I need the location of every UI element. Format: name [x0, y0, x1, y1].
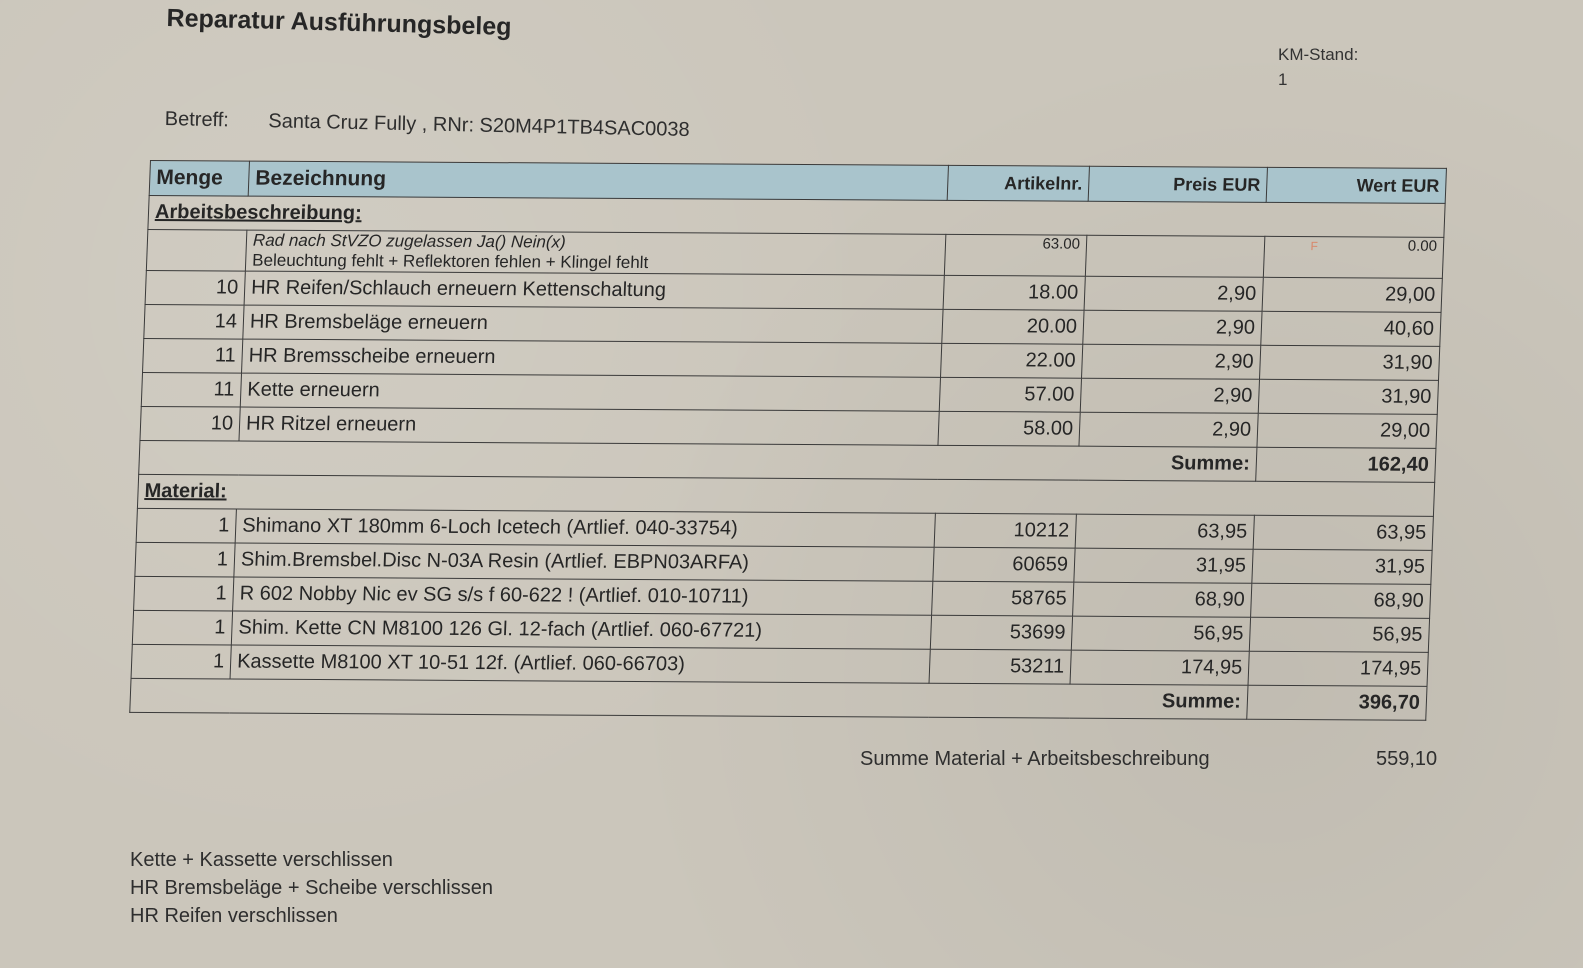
summe-label-material: Summe:: [130, 678, 1248, 719]
note-row: [146, 229, 1444, 278]
remark-line: HR Bremsbeläge + Scheibe verschlissen: [130, 877, 493, 899]
row-bezeichnung: HR Reifen/Schlauch erneuern Kettenschaltung: [244, 271, 944, 309]
row-bezeichnung: Shim. Kette CN M8100 126 Gl. 12-fach (Artlief. 060-67721): [231, 611, 931, 649]
km-stand: [1278, 42, 1358, 92]
row-artikelnr: 57.00: [939, 377, 1081, 412]
row-wert: 56,95: [1249, 617, 1429, 652]
note-line-2: Beleuchtung fehlt + Reflektoren fehlen + Klingel fehlt: [251, 250, 649, 273]
header-bezeichnung: Bezeichnung: [248, 161, 948, 200]
summe-value-material: 396,70: [1247, 685, 1427, 720]
row-bezeichnung: Shimano XT 180mm 6-Loch Icetech (Artlief. 040-33754): [235, 509, 935, 547]
row-bezeichnung: HR Bremsbeläge erneuern: [243, 305, 943, 343]
row-preis: 2,90: [1083, 310, 1262, 345]
grand-total-value: 559,10: [1376, 748, 1438, 770]
header-wert: Wert EUR: [1266, 167, 1446, 203]
betreff-label: Betreff:: [164, 108, 230, 132]
row-bezeichnung: HR Ritzel erneuern: [239, 407, 939, 445]
remark-line: Kette + Kassette verschlissen: [130, 849, 393, 871]
note-text: [245, 230, 946, 275]
note-line-1: Rad nach StVZO zugelassen Ja() Nein(x): [252, 230, 567, 252]
remarks: [130, 846, 493, 930]
row-preis: 2,90: [1080, 378, 1259, 413]
km-stand-label: KM-Stand:: [1278, 45, 1359, 64]
items-table: [129, 160, 1447, 721]
note-flag: F: [1310, 239, 1319, 254]
row-menge: 1: [136, 508, 236, 543]
row-bezeichnung: HR Bremsscheibe erneuern: [242, 339, 942, 377]
header-artikelnr: Artikelnr.: [947, 165, 1089, 201]
row-bezeichnung: Shim.Bremsbel.Disc N-03A Resin (Artlief. EBPN03ARFA): [234, 543, 934, 581]
row-artikelnr: 58.00: [938, 411, 1080, 446]
row-wert: 29,00: [1257, 413, 1437, 448]
note-menge: [146, 229, 247, 271]
row-bezeichnung: R 602 Nobby Nic ev SG s/s f 60-622 ! (Artlief. 010-10711): [233, 577, 933, 615]
row-preis: 68,90: [1073, 582, 1252, 617]
row-menge: 1: [131, 644, 231, 679]
note-preis: [1085, 235, 1265, 277]
summe-row-material: [130, 678, 1427, 720]
betreff-line: [165, 108, 690, 142]
note-wert-value: 0.00: [1407, 237, 1438, 255]
row-menge: 11: [141, 372, 241, 407]
row-preis: 2,90: [1082, 344, 1261, 379]
row-preis: 174,95: [1070, 650, 1249, 685]
row-wert: 31,90: [1260, 345, 1440, 380]
row-bezeichnung: Kette erneuern: [240, 373, 940, 411]
km-stand-value: 1: [1278, 70, 1288, 89]
row-wert: 40,60: [1261, 311, 1441, 346]
row-artikelnr: 53211: [929, 649, 1071, 684]
remark-line: HR Reifen verschlissen: [130, 905, 338, 927]
summe-value-arbeit: 162,40: [1256, 447, 1436, 482]
row-wert: 174,95: [1248, 651, 1428, 686]
items-table-wrapper: [129, 160, 1447, 721]
note-artikelnr: 63.00: [944, 234, 1087, 276]
note-wert: [1263, 236, 1444, 278]
row-menge: 10: [140, 406, 240, 441]
grand-total-label: Summe Material + Arbeitsbeschreibung: [860, 748, 1210, 770]
row-menge: 14: [144, 304, 244, 339]
row-artikelnr: 58765: [932, 581, 1074, 616]
row-preis: 2,90: [1084, 276, 1263, 311]
row-menge: 11: [143, 338, 243, 373]
header-menge: Menge: [149, 161, 249, 197]
row-wert: 31,95: [1252, 549, 1432, 584]
row-menge: 1: [135, 542, 235, 577]
row-preis: 2,90: [1079, 412, 1258, 447]
row-artikelnr: 60659: [933, 547, 1075, 582]
row-wert: 63,95: [1253, 515, 1433, 550]
row-wert: 29,00: [1262, 277, 1442, 312]
row-menge: 1: [132, 610, 232, 645]
row-bezeichnung: Kassette M8100 XT 10-51 12f. (Artlief. 060-66703): [230, 645, 930, 683]
row-wert: 68,90: [1251, 583, 1431, 618]
section-heading-material: Material:: [137, 474, 1434, 516]
row-artikelnr: 20.00: [942, 309, 1084, 344]
row-preis: 63,95: [1075, 514, 1254, 549]
document-title: Reparatur Ausführungsbeleg: [166, 4, 512, 42]
row-menge: 10: [145, 270, 245, 305]
betreff-value: Santa Cruz Fully , RNr: S20M4P1TB4SAC0038: [268, 110, 690, 141]
summe-label-arbeit: Summe:: [139, 440, 1257, 481]
header-preis: Preis EUR: [1088, 166, 1267, 202]
row-artikelnr: 53699: [930, 615, 1072, 650]
row-menge: 1: [134, 576, 234, 611]
row-preis: 56,95: [1071, 616, 1250, 651]
row-artikelnr: 18.00: [943, 275, 1085, 310]
row-preis: 31,95: [1074, 548, 1253, 583]
section-heading-arbeit: Arbeitsbeschreibung:: [148, 195, 1445, 237]
row-artikelnr: 10212: [934, 513, 1076, 548]
row-wert: 31,90: [1258, 379, 1438, 414]
row-artikelnr: 22.00: [941, 343, 1083, 378]
